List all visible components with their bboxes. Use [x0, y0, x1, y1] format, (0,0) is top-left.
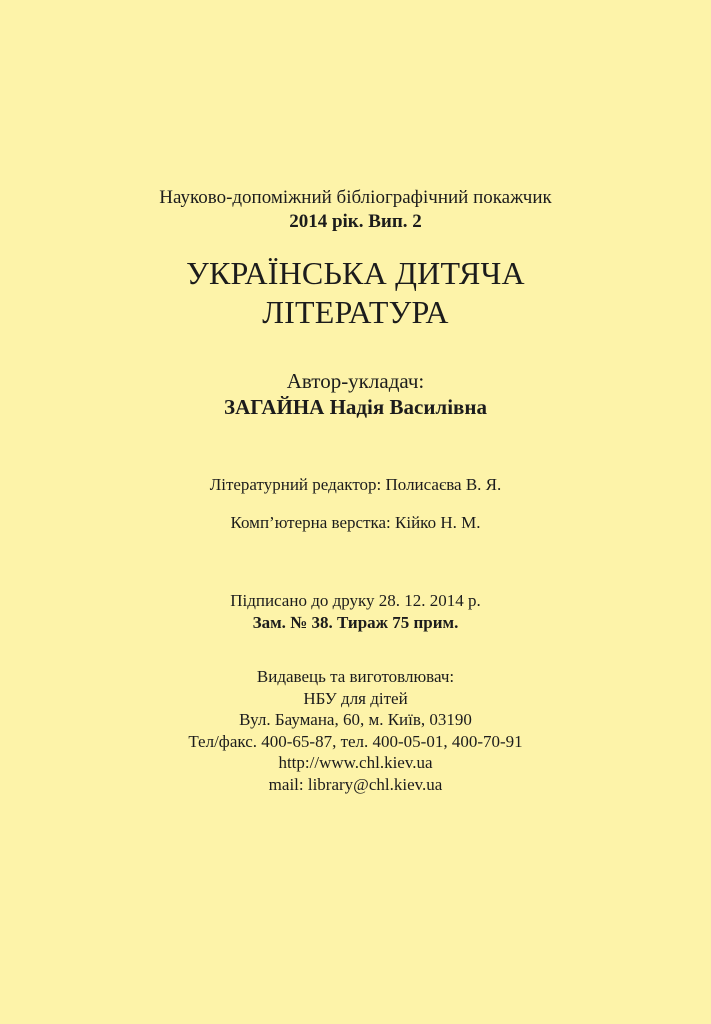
signed-for-print: Підписано до друку 28. 12. 2014 р. — [230, 591, 481, 610]
print-info — [0, 590, 711, 634]
author-name: ЗАГАЙНА Надія Василівна — [224, 395, 487, 419]
title-line-1: УКРАЇНСЬКА ДИТЯЧА — [186, 255, 525, 291]
author-section — [0, 368, 711, 420]
publisher-name: НБУ для дітей — [303, 688, 408, 708]
editor-credit — [0, 474, 711, 496]
layout-credit — [0, 512, 711, 534]
order-and-circulation: Зам. № 38. Тираж 75 прим. — [252, 613, 459, 632]
series-heading — [0, 186, 711, 234]
title-line-2: ЛІТЕРАТУРА — [262, 294, 449, 330]
publisher-email: mail: library@chl.kiev.ua — [268, 774, 443, 794]
main-title — [0, 254, 711, 332]
publisher-address: Вул. Баумана, 60, м. Київ, 03190 — [239, 710, 472, 729]
year-issue: 2014 рік. Вип. 2 — [289, 211, 422, 232]
literary-editor: Літературний редактор: Полисаєва В. Я. — [209, 475, 502, 494]
publisher-info — [0, 666, 711, 795]
computer-layout: Комп’ютерна верстка: Кійко Н. М. — [230, 513, 481, 532]
publisher-phones: Тел/факс. 400-65-87, тел. 400-05-01, 400-70-91 — [188, 731, 523, 751]
publisher-website: http://www.chl.kiev.ua — [278, 753, 433, 772]
series-subtitle: Науково-допоміжний бібліографічний покажчик — [159, 187, 552, 208]
publisher-label: Видавець та виготовлювач: — [256, 667, 455, 686]
author-label: Автор-укладач: — [286, 369, 425, 393]
